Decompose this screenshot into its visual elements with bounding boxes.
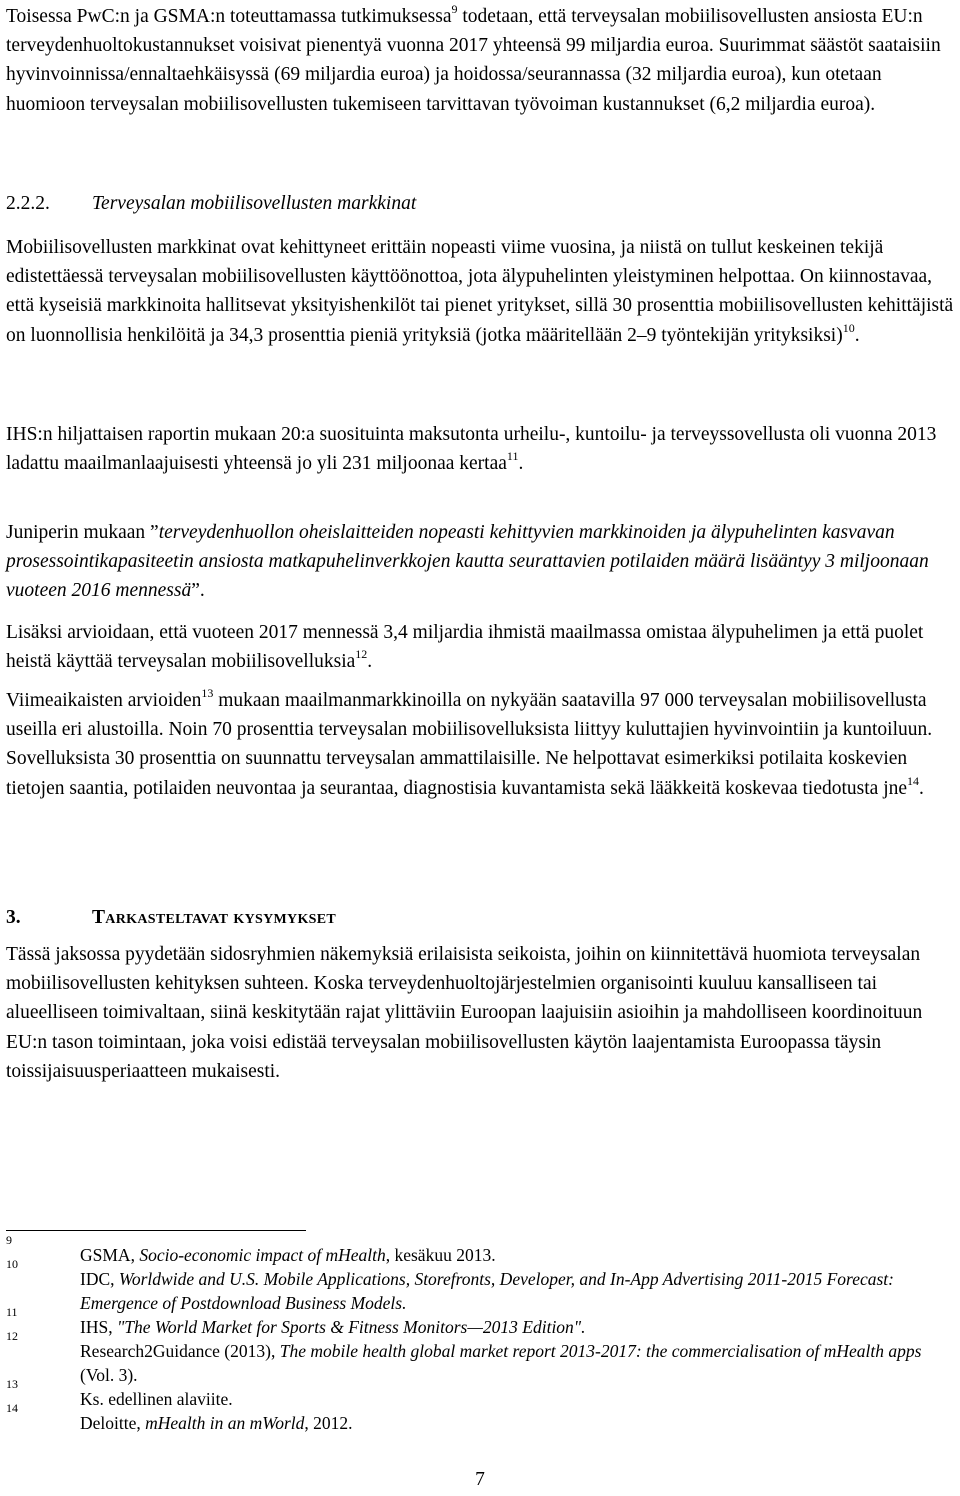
- paragraph-text: ”.: [191, 580, 205, 602]
- paragraph-text: IHS:n hiljattaisen raportin mukaan 20:a suosituinta maksutonta urheilu-, kuntoilu- ja terveyssovellusta oli vuonna 2013 ladattu maailmanlaajuisesti yhteensä jo yli 231 miljoonaa kertaa: [6, 424, 937, 475]
- section-number: 3.: [6, 907, 21, 928]
- footnote-text: , 2012.: [304, 1413, 353, 1433]
- paragraph-text: .: [518, 453, 524, 475]
- section-title: Tarkasteltavat kysymykset: [92, 907, 337, 928]
- footnote-title: The mobile health global market report 2013-2017: the commercialisation of mHealth apps: [279, 1341, 922, 1361]
- section-heading-2-2-2: [6, 189, 956, 218]
- paragraph-text: Lisäksi arvioidaan, että vuoteen 2017 mennessä 3,4 miljardia ihmistä maailmassa omistaa älypuhelimen ja että puolet heistä käyttää terveysalan mobiilisovelluksia: [6, 622, 924, 673]
- footnote-text: , kesäkuu 2013.: [385, 1245, 496, 1265]
- paragraph-text: .: [919, 777, 924, 799]
- footnote-text: IDC,: [80, 1269, 119, 1289]
- footnote-ref-13[interactable]: 13: [201, 686, 214, 700]
- footnote-14: [6, 1401, 956, 1435]
- footnote-title: Worldwide and U.S. Mobile Applications, Storefronts, Developer, and In-App Advertising 2011-2015 Forecast: Emergence of Postdownload Business Models.: [80, 1269, 894, 1313]
- section-number: 2.2.2.: [6, 193, 50, 214]
- paragraph-recent-estimates: [6, 686, 956, 803]
- footnote-title: "The World Market for Sports & Fitness Monitors—2013 Edition".: [116, 1317, 586, 1337]
- footnote-title: mHealth in an mWorld: [145, 1413, 305, 1433]
- footnote-13: [6, 1377, 956, 1411]
- paragraph-text: .: [367, 651, 373, 673]
- paragraph-text: Mobiilisovellusten markkinat ovat kehittyneet erittäin nopeasti viime vuosina, ja niistä on tullut keskeinen tekijä edistettäessä terveysalan mobiilisovellusten käyttöönottoa, jota älypuhelinten yleistyminen helpottaa. On kiinnostavaa, että kyseisiä markkinoita hallitsevat yksityishenkilöt tai pienet yritykset, sillä 30 prosenttia mobiilisovellusten kehittäjistä on luonnollisia henkilöitä ja 34,3 prosenttia pieniä yrityksiä (jotka määritellään 2–9 työntekijän yrityksiksi): [6, 237, 954, 346]
- footnote-ref-10[interactable]: 10: [842, 320, 855, 335]
- footnote-ref-12[interactable]: 12: [355, 647, 368, 662]
- paragraph-smartphones-2017: [6, 618, 956, 676]
- footnote-9: [6, 1233, 956, 1267]
- section-heading-3: [6, 903, 956, 932]
- footnote-title: Socio-economic impact of mHealth: [139, 1245, 386, 1265]
- footnote-text: IHS,: [80, 1317, 117, 1337]
- footnote-number: 14: [6, 1401, 18, 1415]
- paragraph-text: Viimeaikaisten arvioiden: [6, 690, 202, 711]
- paragraph-app-markets: [6, 233, 956, 350]
- paragraph-text: todetaan, että terveysalan mobiilisovellusten ansiosta EU:n terveydenhuoltokustannukset voisivat pienentyä vuonna 2017 yhteensä 99 miljardia euroa. Suurimmat säästöt saataisiin hyvinvoinnissa/ennaltaehkäisyssä (69 miljardia euroa) ja hoidossa/seurannassa (32 miljardia euroa), kun otetaan huomioon terveysalan mobiilisovellusten tukemiseen tarvittavan työvoiman kustannukset (6,2 miljardia euroa).: [6, 6, 941, 115]
- quoted-text: terveydenhuollon oheislaitteiden nopeasti kehittyvien markkinoiden ja älypuhelinten kasvavan prosessointikapasiteetin ansiosta matkapuhelinverkkojen kautta seurattavien potilaiden määrä lisääntyy 3 miljoonaan vuoteen 2016 mennessä: [6, 522, 929, 602]
- paragraph-text: Juniperin mukaan ”: [6, 522, 159, 543]
- footnote-text: Ks. edellinen alaviite.: [80, 1389, 233, 1409]
- paragraph-text: Tässä jaksossa pyydetään sidosryhmien näkemyksiä erilaisista seikoista, joihin on kiinnitettävä huomiota terveysalan mobiilisovellusten kehityksen suhteen. Koska terveydenhuoltojärjestelmien organisointi kuuluu kansalliseen tai alueelliseen toimivaltaan, siinä keskitytään rajat ylittäviin Euroopan laajuisiin asioihin ja mahdolliseen koordinoituun EU:n tason toimintaan, joka voisi edistää terveysalan mobiilisovellusten käytön laajentamista Euroopassa täysin toissijaisuusperiaatteen mukaisesti.: [6, 944, 923, 1082]
- footnote-12: [6, 1329, 956, 1387]
- footnote-text: Research2Guidance (2013),: [80, 1341, 280, 1361]
- page-number: 7: [475, 1469, 485, 1490]
- footnote-text: Deloitte,: [80, 1413, 146, 1433]
- paragraph-text: .: [854, 324, 860, 346]
- footnote-text: (Vol. 3).: [80, 1365, 138, 1385]
- footnote-11: [6, 1305, 956, 1339]
- footnote-number: 9: [6, 1233, 12, 1247]
- footnote-number: 10: [6, 1257, 18, 1271]
- paragraph-juniper-quote: [6, 518, 956, 606]
- paragraph-section-3-intro: [6, 940, 956, 1086]
- footnote-text: GSMA,: [80, 1245, 140, 1265]
- section-title: Terveysalan mobiilisovellusten markkinat: [92, 193, 417, 214]
- footnote-10: [6, 1257, 956, 1315]
- paragraph-text: Toisessa PwC:n ja GSMA:n toteuttamassa tutkimuksessa: [6, 6, 452, 27]
- paragraph-pwc-gsma-study: [6, 2, 956, 119]
- footnote-number: 12: [6, 1329, 18, 1343]
- paragraph-text: mukaan maailmanmarkkinoilla on nykyään saatavilla 97 000 terveysalan mobiilisovellusta useilla eri alustoilla. Noin 70 prosenttia terveysalan mobiilisovelluksista liittyy kuluttajien hyvinvointiin ja kuntoiluun. Sovelluksista 30 prosenttia on suunnattu terveysalan ammattilaisille. Ne helpottavat esimerkiksi potilaita koskevien tietojen saantia, potilaiden neuvontaa ja seurantaa, diagnostisia kuvantamista sekä lääkkeitä koskevaa tiedotusta jne: [6, 690, 933, 799]
- footnote-number: 11: [6, 1305, 18, 1319]
- footnote-ref-9[interactable]: 9: [451, 2, 458, 16]
- footnote-separator: [6, 1230, 306, 1231]
- footnote-number: 13: [6, 1377, 18, 1391]
- footnote-ref-11[interactable]: 11: [506, 449, 519, 464]
- footnote-ref-14[interactable]: 14: [907, 773, 920, 788]
- paragraph-ihs-report: [6, 420, 956, 478]
